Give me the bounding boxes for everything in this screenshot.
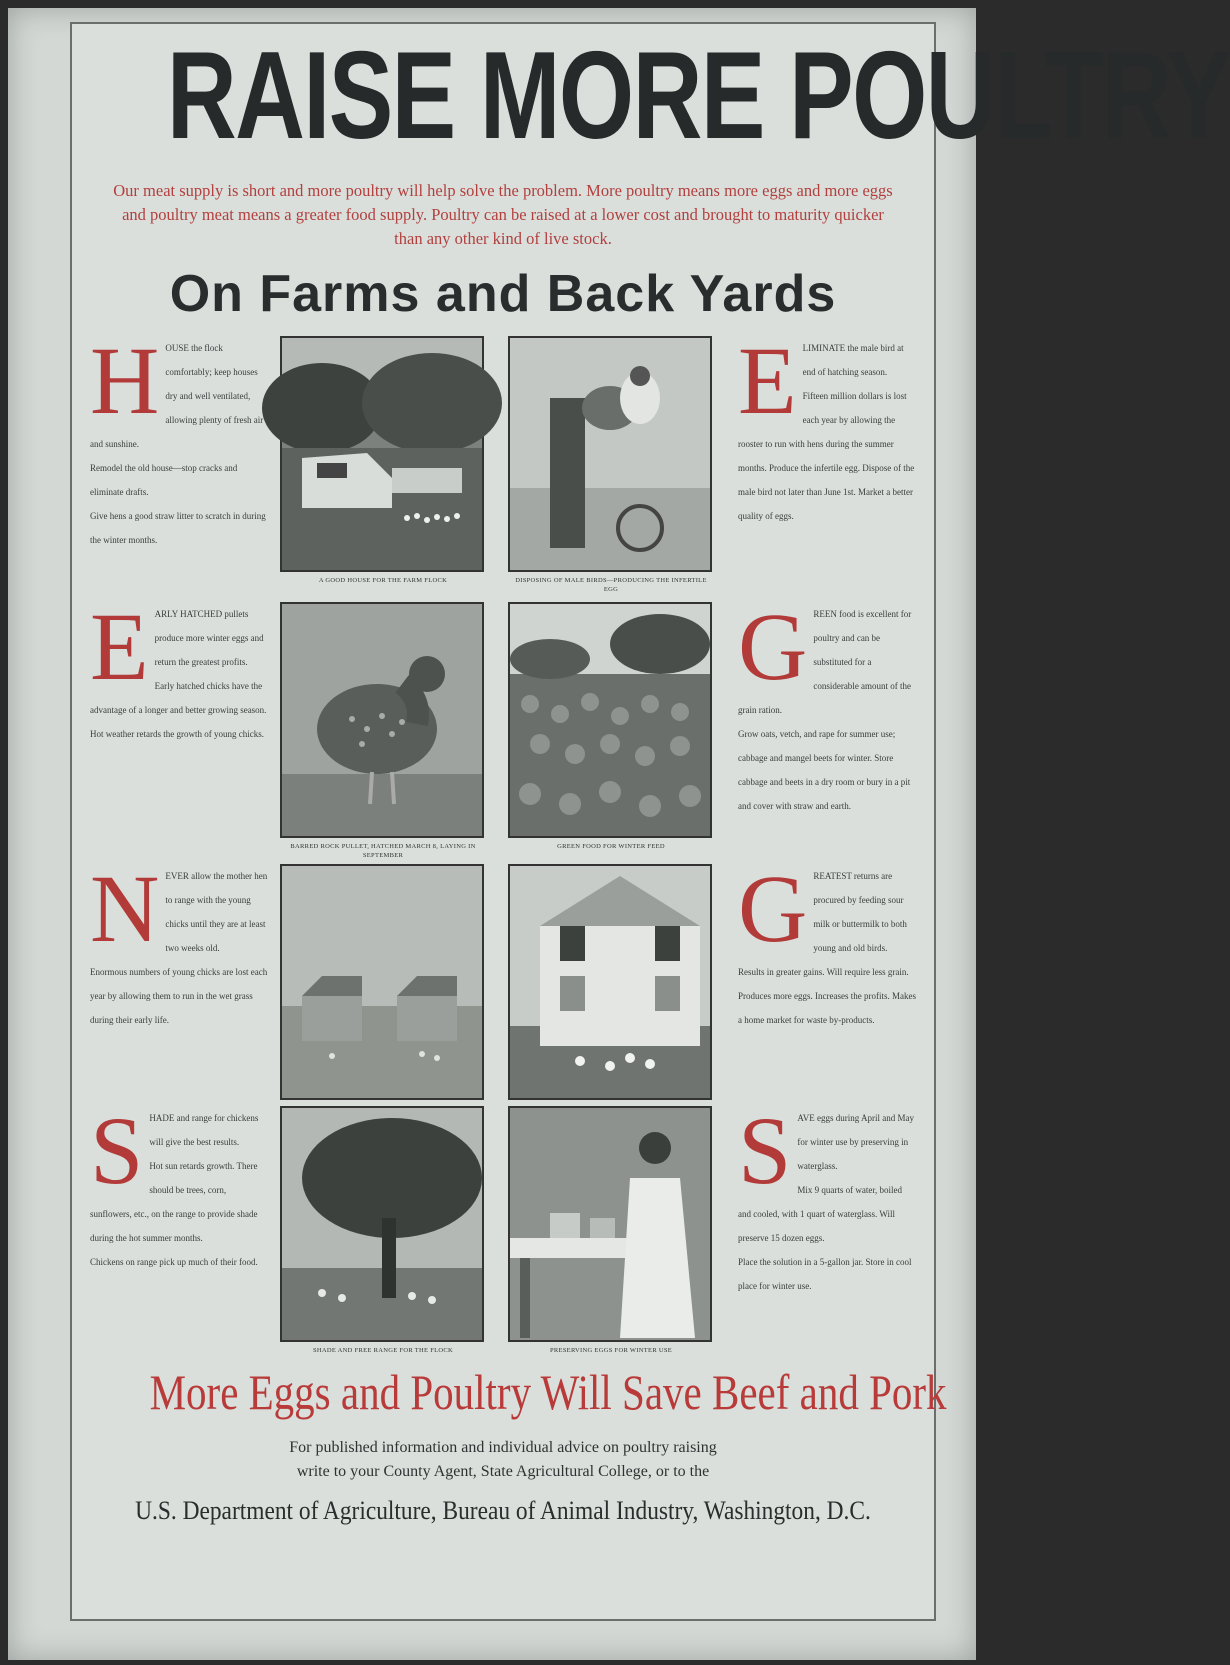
photo-cell [280,602,486,870]
paragraph: Fifteen million dollars is lost each year by allowing the rooster to run with hens during the summer months. Produce the infertile egg. Dispose of the male bird not later than June 1st. Market a better quality of eggs. [738,391,915,521]
paragraph: AVE eggs during April and May for winter use by preserving in waterglass. [797,1113,914,1171]
paragraph: Grow oats, vetch, and rape for summer use; cabbage and mangel beets for winter. Store cabbage and beets in a dry room or bury in a pit and cover with straw and earth. [738,729,911,811]
photo-caption: A GOOD HOUSE FOR THE FARM FLOCK [318,577,448,584]
slogan: More Eggs and Poultry Will Save Beef and Pork [149,1364,947,1420]
paragraph: ARLY HATCHED pullets produce more winter eggs and return the greatest profits. [154,609,264,667]
photo-cell [508,1106,714,1374]
paragraph: Results in greater gains. Will require less grain. Produces more eggs. Increases the profits. Makes a home market for waste by-products. [738,967,916,1025]
photo-cell [508,336,714,604]
paragraph: OUSE the flock comfortably; keep houses dry and well ventilated, allowing plenty of fresh air and sunshine. [90,343,264,449]
photo-cell [280,864,486,1132]
paragraph: Remodel the old house—stop cracks and eliminate drafts. [90,463,238,497]
subtitle: On Farms and Back Yards [169,265,837,323]
photo-cell [280,1106,486,1374]
drop-cap: G [738,855,808,962]
text-block [738,855,916,1132]
poster-frame [8,8,1230,1660]
photo-caption: GREEN FOOD FOR WINTER FEED [557,843,665,850]
drop-cap: S [738,1097,792,1204]
drop-cap: S [90,1097,144,1204]
row-early-hatched [90,593,916,872]
poster-title: RAISE MORE POULTRY [166,27,1230,165]
content-grid [90,327,947,1451]
drop-cap: N [90,855,160,962]
text-block [90,855,268,1132]
text-block [90,1097,268,1374]
paragraph: REATEST returns are procured by feeding sour milk or buttermilk to both young and old birds. [813,871,907,953]
footer-text [72,1436,934,1484]
photo-poultry-house [508,864,712,1100]
text-block [90,593,268,870]
drop-cap: H [90,327,160,434]
paragraph: LIMINATE the male bird at end of hatching season. [802,343,904,377]
row-house [90,327,916,606]
photo-preserving-eggs [508,1106,712,1342]
photo-shade-tree [280,1106,484,1342]
drop-cap: G [738,593,808,700]
paragraph: REEN food is excellent for poultry and can be substituted for a considerable amount of the grain ration. [738,609,912,715]
text-block [738,593,916,870]
photo-caption: BARRED ROCK PULLET, HATCHED MARCH 8, LAYING IN SEPTEMBER [290,843,476,859]
photo-caption: PRESERVING EGGS FOR WINTER USE [549,1347,673,1354]
drop-cap: E [738,327,797,434]
paragraph: Place the solution in a 5-gallon jar. Store in cool place for winter use. [738,1257,912,1291]
paragraph: Hot weather retards the growth of young chicks. [90,729,264,739]
paragraph: Hot sun retards growth. There should be trees, corn, sunflowers, etc., on the range to provide shade during the hot summer months. [90,1161,258,1243]
photo-cell [280,336,486,604]
department-name: U.S. Department of Agriculture, Bureau of Animal Industry, Washington, D.C. [135,1496,871,1525]
paragraph: Give hens a good straw litter to scratch in during the winter months. [90,511,266,545]
footer-line: For published information and individual advice on poultry raising [289,1439,717,1456]
photo-caption: SHADE AND FREE RANGE FOR THE FLOCK [312,1347,454,1354]
drop-cap: E [90,593,149,700]
text-block [738,327,916,604]
paragraph: Mix 9 quarts of water, boiled and cooled, with 1 quart of waterglass. Will preserve 15 dozen eggs. [738,1185,903,1243]
text-block [738,1097,916,1374]
poster [70,22,1230,1621]
paragraph: EVER allow the mother hen to range with the young chicks until they are at least two weeks old. [165,871,268,953]
intro-paragraph: Our meat supply is short and more poultry will help solve the problem. More poultry means more eggs and more eggs and poultry meat means a greater food supply. Poultry can be raised at a lower cost and brought to maturity quicker than any other kind of live stock. [113,181,893,248]
paragraph: HADE and range for chickens will give the best results. [149,1113,259,1147]
photo-man-with-rooster [508,336,712,572]
row-never-allow [90,855,916,1134]
photo-barred-rock-pullet [280,602,484,838]
paragraph: Enormous numbers of young chicks are lost each year by allowing them to run in the wet grass during their early life. [90,967,268,1025]
text-block [90,327,268,604]
photo-farm-house [280,336,484,572]
photo-brood-coops [280,864,484,1100]
photo-cell [508,864,714,1132]
footer-line: write to your County Agent, State Agricultural College, or to the [296,1463,710,1480]
photo-caption: DISPOSING OF MALE BIRDS—PRODUCING THE INFERTILE EGG [515,577,707,593]
photo-cell [508,602,714,870]
paragraph: Chickens on range pick up much of their food. [90,1257,258,1267]
paragraph: Early hatched chicks have the advantage of a longer and better growing season. [90,681,267,715]
photo-green-food [508,602,712,838]
row-shade [90,1097,916,1376]
